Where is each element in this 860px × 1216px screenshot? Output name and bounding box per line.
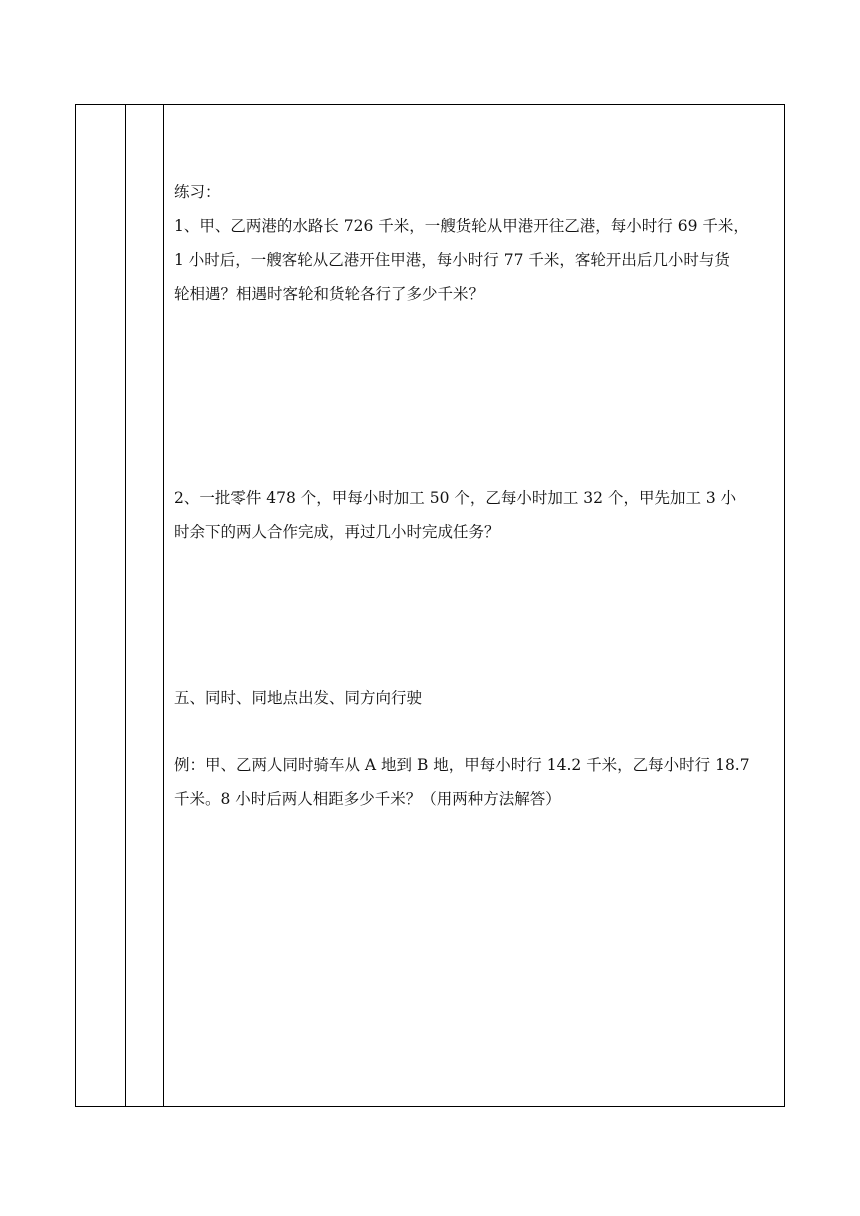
example-line-2: 千米。8 小时后两人相距多少千米？（用两种方法解答） — [174, 790, 561, 808]
problem-2-line-1: 2、一批零件 478 个，甲每小时加工 50 个，乙每小时加工 32 个，甲先加工 3 小 — [174, 489, 737, 507]
table-column-middle — [126, 105, 164, 1106]
table-content-cell — [164, 105, 784, 1106]
section-5-heading: 五、同时、同地点出发、同方向行驶 — [174, 689, 423, 707]
problem-1-line-3: 轮相遇？相遇时客轮和货轮各行了多少千米？ — [174, 285, 485, 303]
problem-1-line-2: 1 小时后，一艘客轮从乙港开住甲港，每小时行 77 千米，客轮开出后几小时与货 — [174, 251, 730, 269]
practice-heading: 练习： — [174, 183, 221, 201]
problem-1-line-1: 1、甲、乙两港的水路长 726 千米，一艘货轮从甲港开往乙港，每小时行 69 千米， — [174, 217, 749, 235]
worksheet-table — [75, 104, 785, 1107]
problem-2-line-2: 时余下的两人合作完成，再过几小时完成任务？ — [174, 523, 500, 541]
table-column-left — [76, 105, 126, 1106]
example-line-1: 例：甲、乙两人同时骑车从 A 地到 B 地，甲每小时行 14.2 千米，乙每小时行 18.7 — [174, 756, 750, 774]
